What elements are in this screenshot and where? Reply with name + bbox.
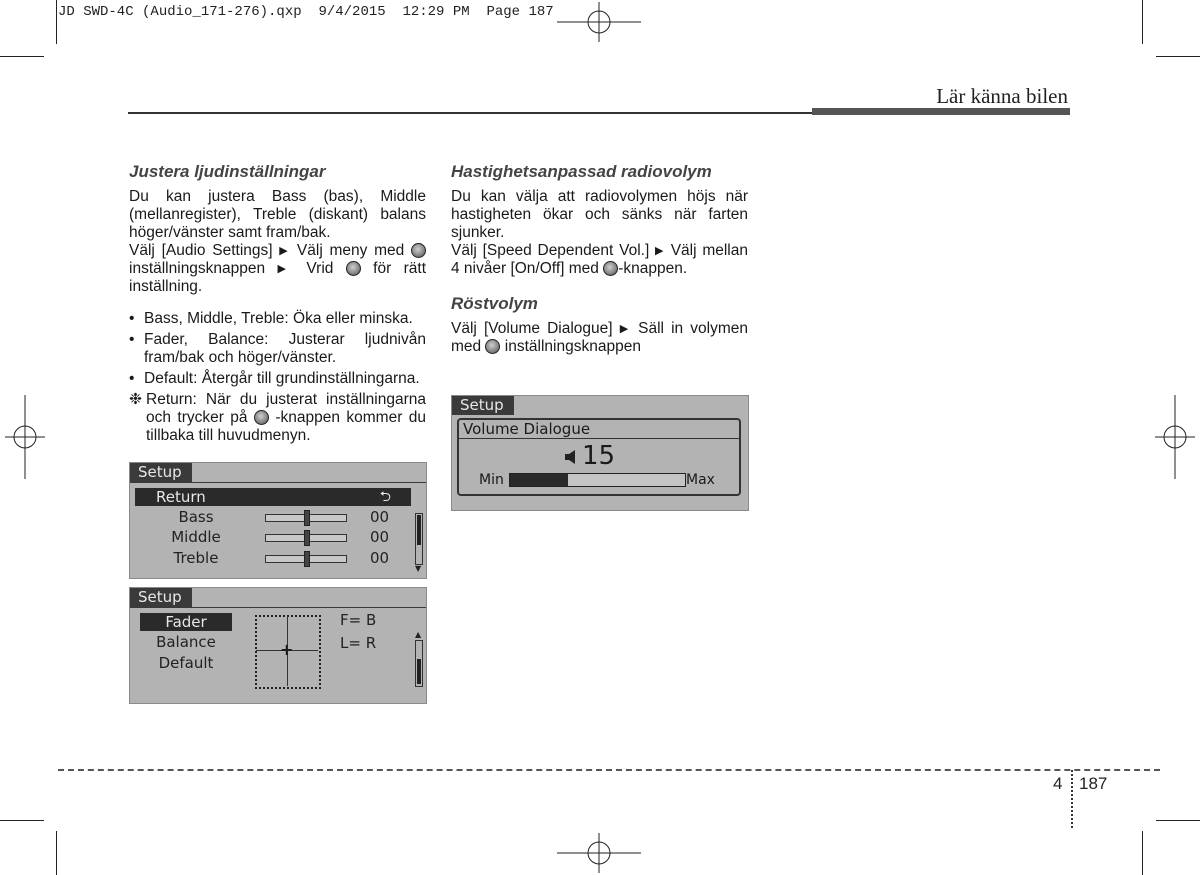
knob-icon [603, 261, 618, 276]
balance-value: L= R [340, 634, 377, 652]
return-label: Return [156, 488, 206, 506]
bass-slider[interactable] [265, 514, 347, 522]
left-column [129, 162, 426, 445]
scroll-up-icon: ▲ [415, 630, 422, 639]
return-row[interactable] [135, 488, 411, 506]
fader-row[interactable] [140, 613, 232, 631]
setup-screen-tone [129, 462, 427, 579]
knob-icon [411, 243, 426, 258]
footer-rule [58, 769, 1160, 771]
header-rule [128, 112, 812, 114]
volume-bar-fill [510, 474, 568, 486]
note-mark: ❉ [129, 391, 142, 408]
heading-voice-volume: Röstvolym [451, 294, 538, 313]
fader-value: F= B [340, 611, 377, 629]
list-item: • Default: Återgår till grundinställningarna. [129, 370, 420, 387]
scrollbar[interactable] [415, 513, 423, 565]
bass-value: 00 [370, 508, 390, 526]
bass-label[interactable]: Bass [178, 508, 214, 526]
treble-label[interactable]: Treble [173, 549, 219, 567]
middle-label[interactable]: Middle [171, 528, 221, 546]
heading-sound-settings: Justera ljudinställningar [129, 162, 326, 181]
bullet-list [129, 310, 426, 388]
volume-dialogue-screen [451, 395, 749, 511]
return-note: ❉ Return: När du justerat inställningarna och trycker på -knappen kommer du tillbaka till huvudmenyn. [129, 391, 426, 444]
speaker-icon [564, 449, 578, 465]
printer-slug: JD SWD-4C (Audio_171-276).qxp 9/4/2015 12:29 PM Page 187 [58, 4, 554, 20]
arrow-icon: ▶ [655, 245, 665, 257]
chapter-number: 4 [1053, 774, 1063, 793]
arrow-icon: ▶ [277, 263, 295, 275]
knob-icon [485, 339, 500, 354]
scrollbar[interactable] [415, 640, 423, 687]
page-divider [1071, 770, 1073, 828]
arrow-icon: ▶ [279, 245, 291, 257]
balance-label[interactable]: Balance [156, 633, 216, 651]
return-icon: ⮌ [379, 489, 391, 505]
volume-value: 15 [582, 441, 616, 471]
middle-slider[interactable] [265, 534, 347, 542]
crosshair-icon: + [280, 640, 294, 659]
list-item: • Bass, Middle, Treble: Öka eller minska. [129, 310, 413, 327]
intro-paragraph: Du kan justera Bass (bas), Middle (mellanregister), Treble (diskant) balans höger/vänster samt fram/bak. [129, 188, 426, 241]
heading-speed-volume: Hastighetsanpassad radiovolym [451, 162, 712, 181]
middle-value: 00 [370, 528, 390, 546]
arrow-icon: ▶ [619, 323, 631, 335]
scroll-down-icon: ▼ [415, 564, 422, 573]
screen-tab: Setup [130, 463, 192, 482]
page-number: 187 [1079, 774, 1108, 793]
min-label: Min [479, 472, 504, 488]
fader-label: Fader [165, 613, 207, 631]
screen-tab: Setup [130, 588, 192, 607]
volume-bar[interactable] [509, 473, 686, 487]
speed-volume-paragraph: Du kan välja att radiovolymen höjs när hastigheten ökar och sänks när farten sjunker. [451, 188, 748, 241]
knob-icon [254, 410, 269, 425]
section-title: Lär känna bilen [936, 84, 1068, 108]
treble-slider[interactable] [265, 555, 347, 563]
right-column [451, 162, 748, 356]
setup-screen-balance [129, 587, 427, 704]
volume-dialogue-title: Volume Dialogue [463, 420, 591, 438]
max-label: Max [686, 472, 715, 488]
treble-value: 00 [370, 549, 390, 567]
speed-volume-steps: Välj [Speed Dependent Vol.] ▶ Välj mellan 4 nivåer [On/Off] med -knappen. [451, 242, 748, 277]
list-item: • Fader, Balance: Justerar ljudnivån fram/bak och höger/vänster. [129, 331, 426, 366]
knob-icon [346, 261, 361, 276]
header-rule-accent [812, 108, 1070, 115]
screen-tab: Setup [452, 396, 514, 415]
voice-volume-steps: Välj [Volume Dialogue] ▶ Säll in volymen med inställningsknappen [451, 320, 748, 355]
steps-paragraph: Välj [Audio Settings] ▶ Välj meny med inställningsknappen ▶ Vrid för rätt inställning. [129, 242, 427, 295]
default-label[interactable]: Default [158, 654, 214, 672]
